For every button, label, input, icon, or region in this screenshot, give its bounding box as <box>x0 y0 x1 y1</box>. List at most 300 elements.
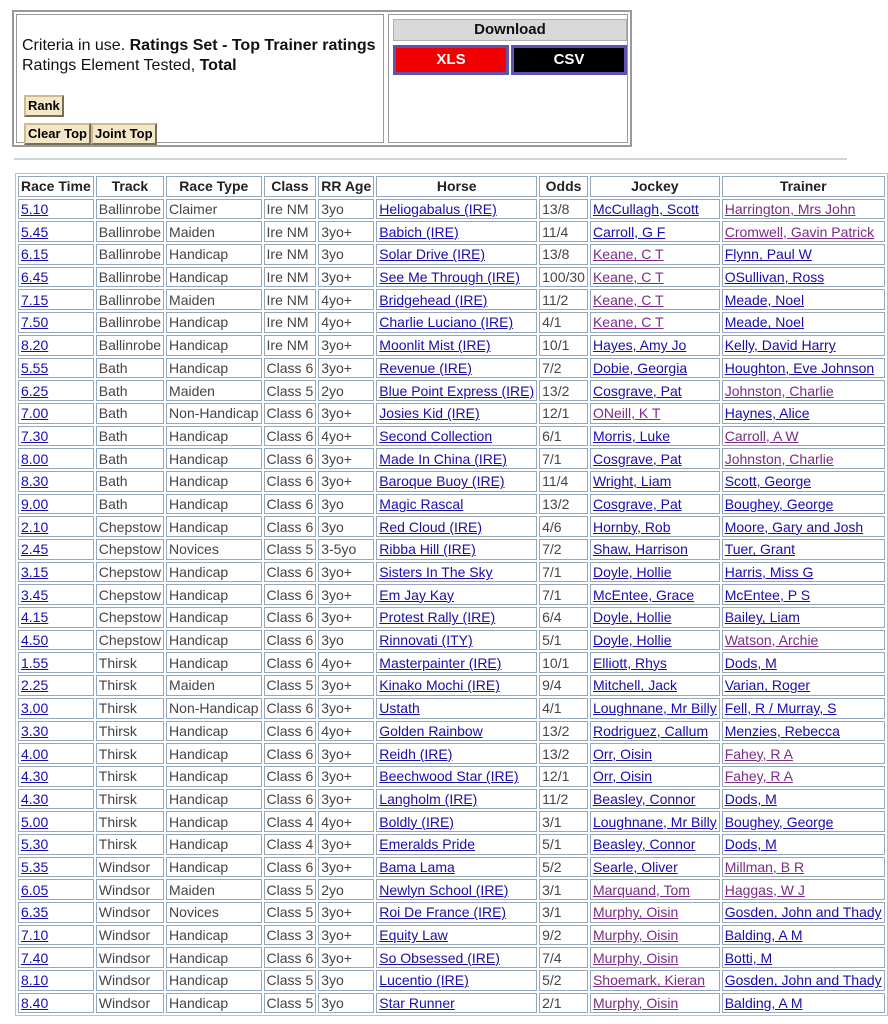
table-row <box>18 834 885 855</box>
horse-link[interactable]: Newlyn School (IRE) <box>379 881 509 898</box>
race-time-link[interactable]: 4.50 <box>21 632 49 649</box>
rr-age-text: 4yo+ <box>321 654 352 671</box>
race-time-link[interactable]: 3.15 <box>21 564 49 581</box>
race-type-text: Non-Handicap <box>169 700 259 717</box>
header-class[interactable]: Class <box>264 176 317 197</box>
horse-link[interactable]: Em Jay Kay <box>379 586 454 603</box>
rr-age-text: 3yo <box>321 201 344 218</box>
jockey-link[interactable]: Dobie, Georgia <box>592 359 688 376</box>
race-time-link[interactable]: 6.35 <box>21 904 49 921</box>
jockey-link[interactable]: McCullagh, Scott <box>592 201 699 218</box>
horse-cell <box>376 970 537 991</box>
jockey-link[interactable]: Murphy, Oisin <box>592 904 679 921</box>
jockey-link[interactable]: Hornby, Rob <box>592 518 671 535</box>
track-text: Windsor <box>98 858 151 875</box>
class-text: Class 6 <box>266 722 314 739</box>
track-text: Chepstow <box>98 564 162 581</box>
joint-top-button[interactable]: Joint Top <box>91 123 157 145</box>
rr-age-text: 3yo+ <box>321 609 352 626</box>
trainer-link[interactable]: Dods, M <box>724 654 777 671</box>
track-text: Ballinrobe <box>98 201 162 218</box>
horse-link[interactable]: See Me Through (IRE) <box>379 269 520 286</box>
race-time-cell <box>18 902 94 923</box>
race-time-link[interactable]: 3.30 <box>21 722 49 739</box>
trainer-link[interactable]: Bailey, Liam <box>724 609 800 626</box>
trainer-cell <box>722 789 885 810</box>
track-text: Thirsk <box>98 813 137 830</box>
jockey-link[interactable]: Doyle, Hollie <box>592 609 672 626</box>
rr-age-text: 3yo+ <box>321 269 352 286</box>
header-jockey[interactable]: Jockey <box>590 176 720 197</box>
race-type-cell <box>166 652 262 673</box>
jockey-link[interactable]: Murphy, Oisin <box>592 927 679 944</box>
rr-age-text: 3yo+ <box>321 337 352 354</box>
trainer-link[interactable]: Harrington, Mrs John <box>724 201 856 218</box>
odds-cell <box>539 630 588 651</box>
horse-cell <box>376 199 537 220</box>
trainer-link[interactable]: Fell, R / Murray, S <box>724 700 837 717</box>
trainer-link[interactable]: Kelly, David Harry <box>724 337 836 354</box>
race-type-cell <box>166 947 262 968</box>
jockey-link[interactable]: Keane, C T <box>592 246 664 263</box>
odds-cell <box>539 221 588 242</box>
jockey-cell <box>590 857 720 878</box>
track-cell <box>96 403 164 424</box>
race-time-link[interactable]: 6.15 <box>21 246 49 263</box>
odds-text: 3/1 <box>542 813 562 830</box>
rr-age-cell <box>318 312 374 333</box>
jockey-link[interactable]: Doyle, Hollie <box>592 564 672 581</box>
odds-text: 3/1 <box>542 904 562 921</box>
horse-link[interactable]: Second Collection <box>379 427 493 444</box>
horse-link[interactable]: Protest Rally (IRE) <box>379 609 496 626</box>
jockey-link[interactable]: Keane, C T <box>592 291 664 308</box>
horse-link[interactable]: Heliogabalus (IRE) <box>379 201 497 218</box>
horse-link[interactable]: Kinako Mochi (IRE) <box>379 677 500 694</box>
horse-link[interactable]: Sisters In The Sky <box>379 564 493 581</box>
track-cell <box>96 743 164 764</box>
horse-link[interactable]: Beechwood Star (IRE) <box>379 768 519 785</box>
track-cell <box>96 811 164 832</box>
race-type-cell <box>166 743 262 764</box>
horse-link[interactable]: Charlie Luciano (IRE) <box>379 314 514 331</box>
jockey-link[interactable]: Keane, C T <box>592 269 664 286</box>
download-title: Download <box>393 19 627 41</box>
table-row <box>18 380 885 401</box>
rr-age-text: 4yo+ <box>321 291 352 308</box>
trainer-link[interactable]: Balding, A M <box>724 927 803 944</box>
race-time-cell <box>18 448 94 469</box>
horse-link[interactable]: Star Runner <box>379 995 455 1012</box>
class-cell <box>264 743 317 764</box>
horse-link[interactable]: Blue Point Express (IRE) <box>379 382 535 399</box>
trainer-link[interactable]: Fahey, R A <box>724 768 793 785</box>
odds-text: 5/1 <box>542 836 562 853</box>
trainer-link[interactable]: Dods, M <box>724 836 777 853</box>
horse-link[interactable]: Magic Rascal <box>379 495 464 512</box>
race-time-cell <box>18 811 94 832</box>
jockey-link[interactable]: Wright, Liam <box>592 473 672 490</box>
class-cell <box>264 630 317 651</box>
race-time-link[interactable]: 4.15 <box>21 609 49 626</box>
trainer-link[interactable]: Botti, M <box>724 949 773 966</box>
trainer-link[interactable]: OSullivan, Ross <box>724 269 825 286</box>
race-type-cell <box>166 925 262 946</box>
horse-cell <box>376 902 537 923</box>
race-time-cell <box>18 857 94 878</box>
jockey-link[interactable]: Cosgrave, Pat <box>592 450 682 467</box>
horse-link[interactable]: Rinnovati (ITY) <box>379 632 473 649</box>
jockey-link[interactable]: Loughnane, Mr Billy <box>592 813 717 830</box>
track-text: Chepstow <box>98 518 162 535</box>
trainer-link[interactable]: Houghton, Eve Johnson <box>724 359 875 376</box>
track-text: Chepstow <box>98 586 162 603</box>
trainer-link[interactable]: Boughey, George <box>724 495 834 512</box>
track-text: Thirsk <box>98 745 137 762</box>
race-time-link[interactable]: 5.30 <box>21 836 49 853</box>
race-time-cell <box>18 789 94 810</box>
class-text: Ire NM <box>266 223 309 240</box>
trainer-link[interactable]: Meade, Noel <box>724 291 805 308</box>
trainer-link[interactable]: Carroll, A W <box>724 427 799 444</box>
odds-text: 5/1 <box>542 632 562 649</box>
header-track[interactable]: Track <box>96 176 164 197</box>
header-odds[interactable]: Odds <box>539 176 588 197</box>
header-rr-age[interactable]: RR Age <box>318 176 374 197</box>
horse-link[interactable]: Red Cloud (IRE) <box>379 518 482 535</box>
race-time-cell <box>18 721 94 742</box>
race-time-link[interactable]: 5.45 <box>21 223 49 240</box>
horse-link[interactable]: Lucentio (IRE) <box>379 972 469 989</box>
rr-age-cell <box>318 811 374 832</box>
horse-link[interactable]: Josies Kid (IRE) <box>379 405 480 422</box>
race-type-cell <box>166 221 262 242</box>
class-cell <box>264 426 317 447</box>
horse-link[interactable]: Reidh (IRE) <box>379 745 453 762</box>
rr-age-cell <box>318 403 374 424</box>
race-type-text: Handicap <box>169 473 229 490</box>
class-cell <box>264 199 317 220</box>
race-time-link[interactable]: 8.30 <box>21 473 49 490</box>
horse-link[interactable]: Baroque Buoy (IRE) <box>379 473 505 490</box>
race-time-cell <box>18 766 94 787</box>
horse-cell <box>376 494 537 515</box>
track-text: Bath <box>98 473 128 490</box>
trainer-link[interactable]: Scott, George <box>724 473 812 490</box>
horse-link[interactable]: Roi De France (IRE) <box>379 904 507 921</box>
race-time-link[interactable]: 6.45 <box>21 269 49 286</box>
class-text: Class 5 <box>266 904 314 921</box>
horse-link[interactable]: Moonlit Mist (IRE) <box>379 337 491 354</box>
jockey-cell <box>590 902 720 923</box>
jockey-link[interactable]: Beasley, Connor <box>592 836 696 853</box>
jockey-link[interactable]: Murphy, Oisin <box>592 995 679 1012</box>
jockey-cell <box>590 358 720 379</box>
race-time-link[interactable]: 7.15 <box>21 291 49 308</box>
xls-download-button[interactable]: XLS <box>393 45 509 75</box>
trainer-cell <box>722 947 885 968</box>
odds-text: 11/4 <box>542 473 569 490</box>
header-race-type[interactable]: Race Type <box>166 176 262 197</box>
horse-link[interactable]: Golden Rainbow <box>379 722 483 739</box>
race-time-link[interactable]: 7.40 <box>21 949 49 966</box>
race-type-text: Handicap <box>169 450 229 467</box>
race-type-cell <box>166 562 262 583</box>
odds-cell <box>539 652 588 673</box>
jockey-link[interactable]: Orr, Oisin <box>592 745 653 762</box>
class-text: Class 6 <box>266 564 314 581</box>
jockey-cell <box>590 607 720 628</box>
race-time-cell <box>18 562 94 583</box>
race-time-link[interactable]: 9.00 <box>21 495 49 512</box>
trainer-cell <box>722 448 885 469</box>
race-time-link[interactable]: 5.55 <box>21 359 49 376</box>
jockey-link[interactable]: Doyle, Hollie <box>592 632 672 649</box>
race-type-cell <box>166 426 262 447</box>
horse-link[interactable]: Ustath <box>379 700 420 717</box>
horse-link[interactable]: Solar Drive (IRE) <box>379 246 486 263</box>
odds-text: 13/8 <box>542 201 570 218</box>
jockey-link[interactable]: Cosgrave, Pat <box>592 495 682 512</box>
odds-text: 13/2 <box>542 722 570 739</box>
horse-link[interactable]: Langholm (IRE) <box>379 790 478 807</box>
rr-age-text: 4yo+ <box>321 813 352 830</box>
rr-age-cell <box>318 721 374 742</box>
race-time-link[interactable]: 8.40 <box>21 995 49 1012</box>
race-time-link[interactable]: 7.00 <box>21 405 49 422</box>
jockey-link[interactable]: ONeill, K T <box>592 405 661 422</box>
race-time-link[interactable]: 7.50 <box>21 314 49 331</box>
jockey-link[interactable]: Morris, Luke <box>592 427 670 444</box>
class-text: Class 6 <box>266 609 314 626</box>
jockey-link[interactable]: Beasley, Connor <box>592 790 696 807</box>
rr-age-text: 3yo+ <box>321 836 352 853</box>
jockey-link[interactable]: Loughnane, Mr Billy <box>592 700 717 717</box>
criteria-cell <box>16 14 384 143</box>
race-time-link[interactable]: 6.05 <box>21 881 49 898</box>
trainer-link[interactable]: Millman, B R <box>724 858 805 875</box>
rr-age-cell <box>318 993 374 1014</box>
trainer-link[interactable]: Watson, Archie <box>724 632 819 649</box>
trainer-cell <box>722 539 885 560</box>
track-cell <box>96 448 164 469</box>
jockey-link[interactable]: Marquand, Tom <box>592 881 690 898</box>
race-time-cell <box>18 698 94 719</box>
trainer-link[interactable]: McEntee, P S <box>724 586 811 603</box>
trainer-link[interactable]: Menzies, Rebecca <box>724 722 840 739</box>
odds-text: 4/1 <box>542 700 562 717</box>
horse-cell <box>376 834 537 855</box>
jockey-link[interactable]: Elliott, Rhys <box>592 654 667 671</box>
trainer-link[interactable]: Balding, A M <box>724 995 803 1012</box>
horse-cell <box>376 630 537 651</box>
track-cell <box>96 947 164 968</box>
race-time-link[interactable]: 7.10 <box>21 927 49 944</box>
jockey-link[interactable]: Rodriguez, Callum <box>592 722 709 739</box>
race-time-link[interactable]: 2.25 <box>21 677 49 694</box>
rr-age-text: 3yo <box>321 518 344 535</box>
jockey-link[interactable]: Shoemark, Kieran <box>592 972 706 989</box>
horse-link[interactable]: So Obsessed (IRE) <box>379 949 500 966</box>
trainer-link[interactable]: Dods, M <box>724 790 777 807</box>
trainer-link[interactable]: Flynn, Paul W <box>724 246 812 263</box>
odds-cell <box>539 925 588 946</box>
jockey-cell <box>590 584 720 605</box>
trainer-link[interactable]: Cromwell, Gavin Patrick <box>724 223 875 240</box>
rr-age-text: 3yo+ <box>321 564 352 581</box>
race-type-cell <box>166 789 262 810</box>
race-time-link[interactable]: 6.25 <box>21 382 49 399</box>
jockey-link[interactable]: McEntee, Grace <box>592 586 695 603</box>
horse-link[interactable]: Made In China (IRE) <box>379 450 507 467</box>
trainer-cell <box>722 289 885 310</box>
rr-age-cell <box>318 426 374 447</box>
race-type-cell <box>166 834 262 855</box>
track-text: Bath <box>98 359 128 376</box>
track-text: Windsor <box>98 949 151 966</box>
horse-link[interactable]: Ribba Hill (IRE) <box>379 541 476 558</box>
horse-link[interactable]: Revenue (IRE) <box>379 359 472 376</box>
race-time-link[interactable]: 8.20 <box>21 337 49 354</box>
race-time-cell <box>18 584 94 605</box>
race-time-link[interactable]: 4.30 <box>21 790 49 807</box>
trainer-link[interactable]: Haynes, Alice <box>724 405 810 422</box>
race-time-link[interactable]: 4.30 <box>21 768 49 785</box>
class-cell <box>264 403 317 424</box>
race-type-text: Handicap <box>169 995 229 1012</box>
class-cell <box>264 448 317 469</box>
table-row <box>18 403 885 424</box>
race-time-link[interactable]: 3.00 <box>21 700 49 717</box>
odds-cell <box>539 335 588 356</box>
horse-link[interactable]: Masterpainter (IRE) <box>379 654 502 671</box>
class-cell <box>264 902 317 923</box>
class-text: Ire NM <box>266 291 309 308</box>
jockey-link[interactable]: Hayes, Amy Jo <box>592 337 687 354</box>
criteria-line <box>22 37 376 55</box>
jockey-link[interactable]: Shaw, Harrison <box>592 541 688 558</box>
track-text: Windsor <box>98 904 151 921</box>
race-time-link[interactable]: 3.45 <box>21 586 49 603</box>
jockey-link[interactable]: Searle, Oliver <box>592 858 678 875</box>
odds-cell <box>539 993 588 1014</box>
track-text: Bath <box>98 382 128 399</box>
race-type-text: Handicap <box>169 427 229 444</box>
csv-download-button[interactable]: CSV <box>511 45 627 75</box>
rr-age-text: 3yo+ <box>321 904 352 921</box>
rank-button[interactable]: Rank <box>24 95 64 117</box>
class-text: Class 6 <box>266 359 314 376</box>
race-type-text: Handicap <box>169 518 229 535</box>
track-cell <box>96 289 164 310</box>
race-time-link[interactable]: 1.55 <box>21 654 49 671</box>
trainer-link[interactable]: Tuer, Grant <box>724 541 795 558</box>
rr-age-cell <box>318 766 374 787</box>
jockey-cell <box>590 630 720 651</box>
trainer-link[interactable]: Gosden, John and Thady <box>724 904 882 921</box>
class-cell <box>264 244 317 265</box>
track-cell <box>96 970 164 991</box>
clear-top-button[interactable]: Clear Top <box>24 123 91 145</box>
jockey-link[interactable]: Carroll, G F <box>592 223 666 240</box>
horse-cell <box>376 312 537 333</box>
jockey-cell <box>590 221 720 242</box>
download-cell <box>388 14 628 143</box>
horse-link[interactable]: Babich (IRE) <box>379 223 459 240</box>
trainer-link[interactable]: Harris, Miss G <box>724 564 814 581</box>
jockey-cell <box>590 289 720 310</box>
jockey-link[interactable]: Cosgrave, Pat <box>592 382 682 399</box>
rr-age-text: 3yo <box>321 246 344 263</box>
race-time-link[interactable]: 4.00 <box>21 745 49 762</box>
class-cell <box>264 516 317 537</box>
jockey-link[interactable]: Murphy, Oisin <box>592 949 679 966</box>
race-time-link[interactable]: 5.00 <box>21 813 49 830</box>
race-time-link[interactable]: 5.10 <box>21 201 49 218</box>
trainer-link[interactable]: Johnston, Charlie <box>724 382 834 399</box>
race-time-cell <box>18 380 94 401</box>
track-text: Thirsk <box>98 790 137 807</box>
race-time-link[interactable]: 7.30 <box>21 427 49 444</box>
trainer-link[interactable]: Haggas, W J <box>724 881 805 898</box>
jockey-link[interactable]: Orr, Oisin <box>592 768 653 785</box>
race-time-link[interactable]: 8.00 <box>21 450 49 467</box>
header-horse[interactable]: Horse <box>376 176 537 197</box>
table-row <box>18 267 885 288</box>
race-time-link[interactable]: 2.45 <box>21 541 49 558</box>
header-race-time[interactable]: Race Time <box>18 176 94 197</box>
class-cell <box>264 380 317 401</box>
table-row <box>18 221 885 242</box>
trainer-link[interactable]: Moore, Gary and Josh <box>724 518 864 535</box>
race-type-text: Non-Handicap <box>169 405 259 422</box>
horse-link[interactable]: Bridgehead (IRE) <box>379 291 488 308</box>
jockey-cell <box>590 380 720 401</box>
trainer-cell <box>722 811 885 832</box>
race-time-link[interactable]: 8.10 <box>21 972 49 989</box>
table-row <box>18 902 885 923</box>
race-time-link[interactable]: 2.10 <box>21 518 49 535</box>
odds-text: 11/2 <box>542 291 569 308</box>
trainer-link[interactable]: Fahey, R A <box>724 745 793 762</box>
trainer-link[interactable]: Gosden, John and Thady <box>724 972 882 989</box>
trainer-link[interactable]: Varian, Roger <box>724 677 811 694</box>
jockey-link[interactable]: Mitchell, Jack <box>592 677 677 694</box>
jockey-cell <box>590 811 720 832</box>
race-type-text: Handicap <box>169 949 229 966</box>
horse-link[interactable]: Emeralds Pride <box>379 836 475 853</box>
track-cell <box>96 993 164 1014</box>
trainer-cell <box>722 403 885 424</box>
header-trainer[interactable]: Trainer <box>722 176 885 197</box>
race-time-link[interactable]: 5.35 <box>21 858 49 875</box>
class-cell <box>264 267 317 288</box>
track-text: Thirsk <box>98 768 137 785</box>
class-text: Class 4 <box>266 813 314 830</box>
trainer-link[interactable]: Boughey, George <box>724 813 834 830</box>
jockey-link[interactable]: Keane, C T <box>592 314 664 331</box>
race-type-cell <box>166 448 262 469</box>
trainer-link[interactable]: Meade, Noel <box>724 314 805 331</box>
odds-cell <box>539 562 588 583</box>
table-row <box>18 675 885 696</box>
trainer-link[interactable]: Johnston, Charlie <box>724 450 834 467</box>
rr-age-cell <box>318 743 374 764</box>
horse-link[interactable]: Boldly (IRE) <box>379 813 454 830</box>
table-row <box>18 698 885 719</box>
horse-link[interactable]: Bama Lama <box>379 858 455 875</box>
horse-link[interactable]: Equity Law <box>379 927 448 944</box>
